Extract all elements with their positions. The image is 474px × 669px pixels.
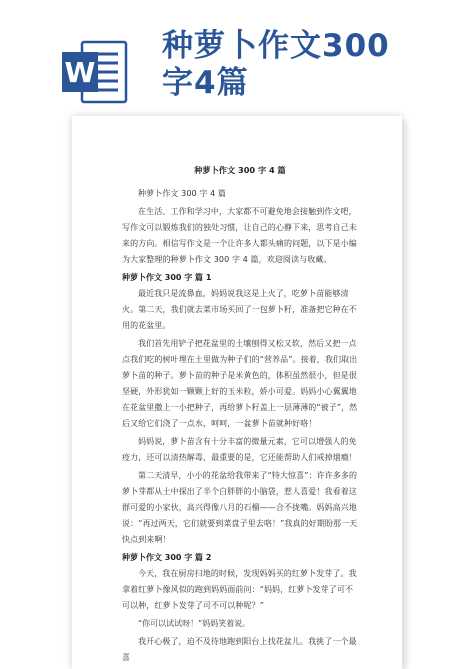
section-2-paragraph-1: 今天，我在厨房扫地的时候，发现妈妈买的红萝卜发芽了。我拿着红萝卜像风似的跑到妈妈面前问：“妈妈，红萝卜发芽了可不可以种，红萝卜发芽了可不可以种呢？” [122,569,357,610]
section-2-paragraph-2: “你可以试试呀！”妈妈笑着说。 [138,619,251,628]
svg-text:W: W [64,56,96,89]
page-heading: 种萝卜作文 300 字 4 篇 [194,165,286,175]
page-subtitle: 种萝卜作文 300 字 4 篇 [138,189,227,198]
section-1-paragraph-2: 我们首先用铲子把花盆里的土壤刨得又松又软，然后又把一点点我们吃的树叶埋在土里做为种子们的“营养品”。接着，我们取出萝卜苗的种子。萝卜苗的种子是米黄色的，体积虽然很小，但是很坚硬，外形犹如一颗颗上好的玉米粒，娇小可爱。妈妈小心翼翼地在花盆里撒上一小把种子，再给萝卜籽盖上一层薄薄的“被子”，然后又给它们浇了一点水，呵呵，一盆萝卜苗就种好咯！ [122,339,358,428]
section-2-paragraph-3: 我开心极了，迫不及待地跑到阳台上找花盆儿。我挑了一个最喜 [122,637,357,662]
section-1-paragraph-1: 最近我只是流鼻血，妈妈说我这是上火了，吃萝卜苗能够清火。第二天，我们就去菜市场买回了一包萝卜籽，准备把它种在不用的花盆里。 [122,289,357,330]
title-line-1: 种萝卜作文300 [162,28,390,64]
word-document-icon [60,38,130,106]
document-title [162,28,462,102]
section-1-paragraph-4: 第二天清早，小小的花盆给我带来了“特大惊喜”：许许多多的萝卜芽都从土中探出了半个白胖胖的小脑袋，惹人喜爱！我看着这群可爱的小家伙，高兴得像八月的石榴——合不拢嘴。妈妈高兴地说：“再过两天，它们就要到菜盘子里去咯！”我真的好期盼那一天快点到来啊！ [122,471,358,544]
section-1-title: 种萝卜作文 300 字 篇 1 [122,273,212,282]
document-header [0,0,474,120]
document-page [72,116,402,669]
section-2-title: 种萝卜作文 300 字 篇 2 [122,553,212,562]
section-1-paragraph-3: 妈妈说，萝卜苗含有十分丰富的微量元素，它可以增强人的免疫力，还可以清热解毒，最重要的是，它还能帮助人们戒掉烟瘾！ [122,437,357,462]
page-content [122,162,358,668]
intro-paragraph: 在生活、工作和学习中，大家都不可避免地会接触到作文吧，写作文可以锻炼我们的独处习惯，让自己的心静下来，思考自己未来的方向。相信写作文是一个让许多人都头痛的问题，以下是小编为大家整理的种萝卜作文 300 字 4 篇，欢迎阅读与收藏。 [122,207,357,264]
title-line-2: 字4篇 [162,65,249,101]
